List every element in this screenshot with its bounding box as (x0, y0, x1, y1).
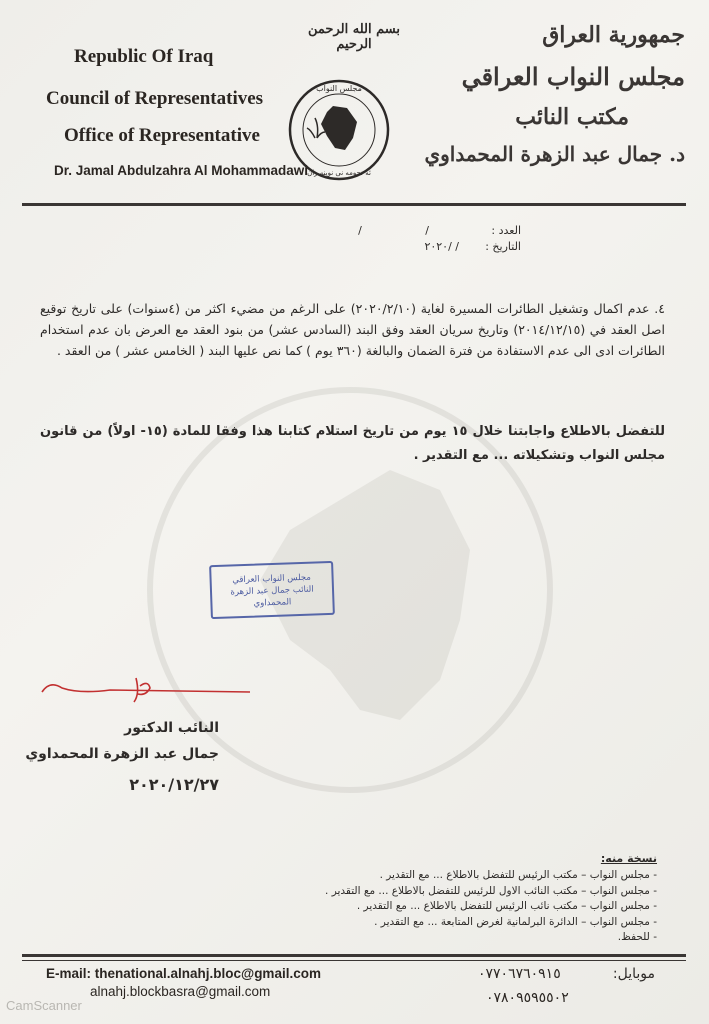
list-item: - مجلس النواب – مكتب النائب الاول للرئيس للتفضل بالاطلاع ... مع التقدير . (325, 884, 657, 900)
emblem-top-text: مجلس النواب (316, 84, 362, 93)
paragraph-4: ٤. عدم اكمال وتشغيل الطائرات المسيرة لغاية (٢٠٢٠/٢/١٠) على الرغم من مضيء اكثر من (٤سنوات) على تاريخ توقيع اصل العقد في (٢٠١٤/١٢/١٥) وتاريخ سريان العقد وفق البند (السادس عشر) من بنود العقد مع العرض بان عدم استخدام الطائرات ادى الى عدم الاستفادة من فترة الضمان والبالغة (٣٦٠ يوم ) كما نص عليها البند ( الخامس عشر ) من العقد . (40, 301, 665, 358)
signatory-title: النائب الدكتور (124, 720, 219, 736)
header-name-en: Dr. Jamal Abdulzahra Al Mohammadawi (54, 163, 309, 178)
stamp-line-2: النائب جمال عبد الزهرة المحمداوي (230, 584, 314, 609)
footer-mobile-label: موبايل: (612, 966, 655, 982)
ref-date-label: التاريخ : (485, 240, 521, 253)
footer-divider (22, 954, 686, 957)
list-item: - مجلس النواب – الدائرة البرلمانية لغرض المتابعة ... مع التقدير . (325, 915, 657, 931)
ref-number-label: العدد : (491, 224, 521, 237)
emblem-bottom-text: ئه نجومه نی نوينه ران (307, 169, 371, 177)
header-council-ar: مجلس النواب العراقي (461, 62, 685, 91)
bismillah-calligraphy: بسم الله الرحمن الرحيم (308, 22, 400, 52)
request-paragraph: للتفضل بالاطلاع واجابتنا خلال ١٥ يوم من تاريخ استلام كتابنا هذا وفقا للمادة (١٥- اولاً) من قانون مجلس النواب وتشكيلاته ... مع التقدير . (40, 424, 665, 463)
footer-email-2: alnahj.blockbasra@gmail.com (90, 984, 271, 999)
header-council-en: Council of Representatives (46, 88, 264, 109)
header-office-ar: مكتب النائب (515, 104, 629, 130)
signature-date: ٢٠٢٠/١٢/٢٧ (129, 775, 219, 794)
header-name-ar: د. جمال عبد الزهرة المحمداوي (424, 142, 685, 166)
stamp-line-1: مجلس النواب العراقي (232, 572, 312, 586)
header-country-ar: جمهورية العراق (542, 22, 685, 48)
council-emblem-logo (287, 78, 391, 182)
ref-date-value: / /٢٠٢٠ (424, 240, 459, 253)
footer-phone-1: ٠٧٧٠٦٧٦٠٩١٥ (478, 966, 561, 982)
list-item: - مجلس النواب – مكتب الرئيس للتفضل بالاطلاع ... مع التقدير . (325, 868, 657, 884)
list-item: - للحفظ. (325, 930, 657, 946)
footer-divider-thin (22, 960, 686, 961)
header-country-en: Republic Of Iraq (74, 46, 214, 67)
footer-email-1: E-mail: thenational.alnahj.bloc@gmail.com (46, 966, 321, 981)
copies-title: نسخة منه: (600, 852, 657, 865)
list-item: - مجلس النواب – مكتب نائب الرئيس للتفضل بالاطلاع ... مع التقدير . (325, 899, 657, 915)
ref-number-value: / / (358, 224, 459, 237)
footer-phone-2: ٠٧٨٠٩٥٩٥٥٠٢ (486, 990, 569, 1006)
header-office-en: Office of Representative (64, 125, 260, 146)
signatory-name: جمال عبد الزهرة المحمداوي (25, 746, 219, 762)
camscanner-watermark: CamScanner (6, 998, 82, 1013)
copies-list (325, 868, 657, 946)
official-stamp (209, 561, 335, 619)
handwritten-signature (40, 672, 260, 712)
header-divider (22, 203, 686, 206)
